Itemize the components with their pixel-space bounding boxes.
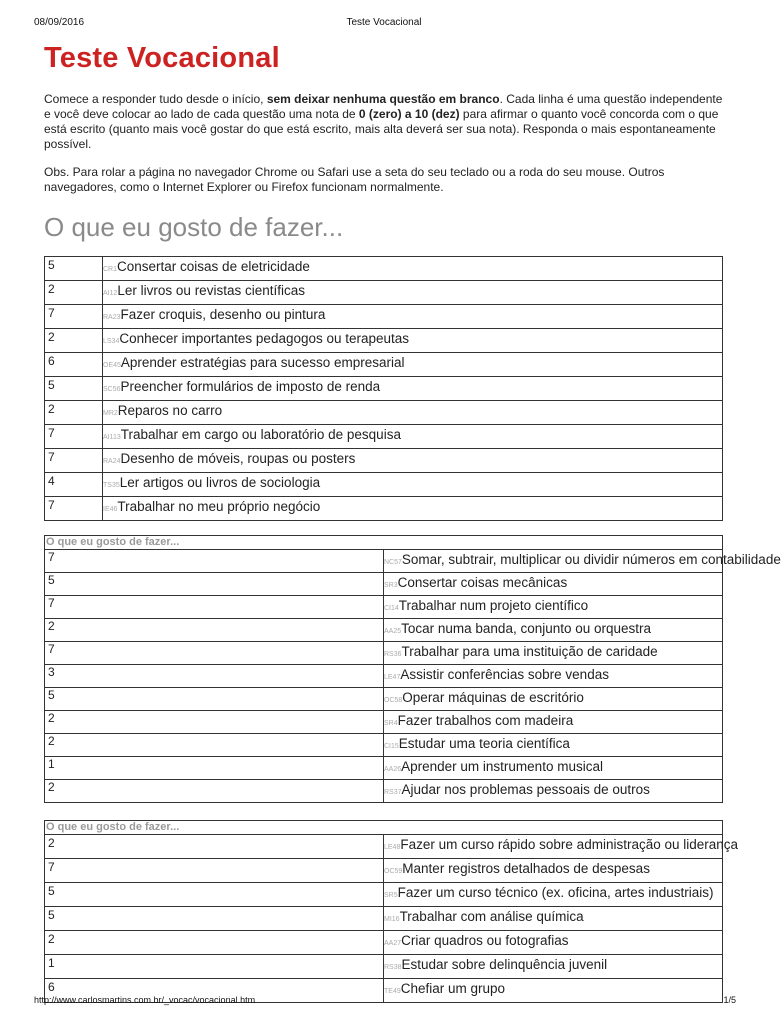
score-input[interactable]: 7	[45, 859, 384, 883]
question-code: LE47	[384, 674, 401, 681]
question-code: MI16	[384, 916, 400, 923]
question-cell	[384, 979, 723, 1003]
table-caption: O que eu gosto de fazer...	[45, 821, 723, 835]
table-caption-row	[45, 821, 723, 835]
question-row	[45, 329, 723, 353]
question-text: Consertar coisas de eletricidade	[117, 259, 310, 274]
question-cell	[103, 473, 723, 497]
question-text: Fazer um curso rápido sobre administração ou liderança	[400, 837, 739, 852]
question-row	[45, 377, 723, 401]
question-text: Trabalhar para uma instituição de caridade	[401, 644, 658, 659]
question-cell	[103, 305, 723, 329]
question-code: TS35	[103, 482, 120, 489]
question-code: LE48	[384, 844, 401, 851]
question-cell	[384, 573, 723, 596]
question-code: RA24	[103, 458, 121, 465]
score-input[interactable]: 2	[45, 835, 384, 859]
question-cell	[103, 377, 723, 401]
question-text: Trabalhar em cargo ou laboratório de pesquisa	[120, 427, 401, 442]
question-text: Manter registros detalhados de despesas	[402, 861, 650, 876]
question-cell	[384, 757, 723, 780]
question-code: AI12	[103, 290, 118, 297]
question-row	[45, 734, 723, 757]
question-code: AA25	[384, 628, 402, 635]
question-cell	[103, 281, 723, 305]
question-code: OC59	[384, 868, 403, 875]
question-row	[45, 619, 723, 642]
question-cell	[103, 401, 723, 425]
question-cell	[384, 883, 723, 907]
question-text: Estudar sobre delinquência juvenil	[401, 957, 608, 972]
score-input[interactable]: 6	[45, 979, 384, 1003]
score-input[interactable]: 2	[45, 401, 103, 425]
score-input[interactable]: 7	[45, 642, 384, 665]
score-input[interactable]: 5	[45, 688, 384, 711]
question-row	[45, 573, 723, 596]
question-cell	[384, 550, 781, 573]
question-text: Estudar uma teoria científica	[398, 736, 570, 751]
score-input[interactable]: 7	[45, 425, 103, 449]
score-input[interactable]: 4	[45, 473, 103, 497]
section-title: O que eu gosto de fazer...	[44, 212, 344, 242]
question-code: SC56	[103, 386, 121, 393]
question-row	[45, 550, 723, 573]
table-caption: O que eu gosto de fazer...	[45, 536, 723, 550]
question-text: Trabalhar no meu próprio negócio	[117, 499, 321, 514]
question-table-1	[44, 256, 723, 521]
score-input[interactable]: 5	[45, 377, 103, 401]
question-cell	[384, 619, 723, 642]
score-input[interactable]: 7	[45, 497, 103, 521]
question-text: Fazer um curso técnico (ex. oficina, artes industriais)	[397, 885, 714, 900]
question-text: Criar quadros ou fotografias	[401, 933, 569, 948]
table-caption-row	[45, 536, 723, 550]
question-code: CI14	[384, 605, 399, 612]
question-cell	[384, 780, 723, 803]
score-input[interactable]: 2	[45, 329, 103, 353]
instructions-text-1: Comece a responder tudo desde o início,	[44, 92, 267, 106]
question-cell	[384, 711, 723, 734]
question-row	[45, 883, 723, 907]
question-cell	[103, 353, 723, 377]
score-input[interactable]: 7	[45, 449, 103, 473]
question-row	[45, 642, 723, 665]
question-text: Preencher formulários de imposto de renda	[120, 379, 381, 394]
question-text: Reparos no carro	[117, 403, 223, 418]
score-input[interactable]: 5	[45, 883, 384, 907]
question-row	[45, 425, 723, 449]
question-code: AA27	[384, 940, 402, 947]
question-code: CR1	[103, 266, 118, 273]
question-row	[45, 353, 723, 377]
question-code: TE49	[384, 988, 401, 995]
instructions-bold-1: sem deixar nenhuma questão em branco	[266, 92, 500, 106]
question-row	[45, 596, 723, 619]
question-cell	[103, 497, 723, 521]
observation-paragraph: Obs. Para rolar a página no navegador Chrome ou Safari use a seta do seu teclado ou a roda do seu mouse. Outros navegadores, como o Internet Explorer ou Firefox funcionam normalmente.	[44, 165, 665, 194]
question-code: OC58	[384, 697, 403, 704]
score-input[interactable]: 2	[45, 734, 384, 757]
score-input[interactable]: 2	[45, 619, 384, 642]
question-row	[45, 449, 723, 473]
question-text: Chefiar um grupo	[400, 981, 506, 996]
question-row	[45, 281, 723, 305]
print-url: http://www.carlosmartins.com.br/_vocac/vocacional.htm	[34, 995, 256, 1005]
question-text: Operar máquinas de escritório	[402, 690, 584, 705]
question-code: RS37	[384, 789, 402, 796]
question-cell	[384, 665, 723, 688]
instructions-paragraph	[44, 92, 726, 152]
question-code: MR2	[103, 410, 118, 417]
score-input[interactable]: 3	[45, 665, 384, 688]
question-cell	[384, 931, 723, 955]
question-row	[45, 665, 723, 688]
question-row	[45, 401, 723, 425]
question-code: OE45	[103, 362, 121, 369]
question-cell	[384, 642, 723, 665]
question-text: Ler artigos ou livros de sociologia	[119, 475, 321, 490]
question-code: AA26	[384, 766, 402, 773]
question-table-2	[44, 535, 781, 803]
question-text: Trabalhar com análise química	[399, 909, 584, 924]
score-input[interactable]: 7	[45, 550, 384, 573]
question-code: IE46	[103, 506, 118, 513]
question-text: Conhecer importantes pedagogos ou terapeutas	[119, 331, 410, 346]
question-code: CI15	[384, 743, 399, 750]
question-code: RS38	[384, 964, 402, 971]
question-text: Fazer croquis, desenho ou pintura	[120, 307, 326, 322]
question-code: SR5	[384, 892, 398, 899]
question-row	[45, 955, 723, 979]
question-row	[45, 859, 723, 883]
score-input[interactable]: 7	[45, 596, 384, 619]
question-text: Trabalhar num projeto científico	[398, 598, 589, 613]
question-code: RS36	[384, 651, 402, 658]
instructions-text-2: . Cada linha é uma questão independente e você deve colocar ao lado de cada questão uma nota de	[44, 92, 723, 121]
question-row	[45, 473, 723, 497]
question-code: SR3	[384, 582, 398, 589]
question-row	[45, 711, 723, 734]
question-row	[45, 931, 723, 955]
question-text: Desenho de móveis, roupas ou posters	[120, 451, 356, 466]
question-row	[45, 305, 723, 329]
instructions-text-3: para afirmar o quanto você concorda com o que está escrito (quanto mais você gostar do que está escrito, mais alta deverá ser sua nota). Responda o mais espontaneamente possível.	[44, 107, 719, 151]
question-code: SR4	[384, 720, 398, 727]
score-input[interactable]: 1	[45, 757, 384, 780]
question-cell	[384, 596, 723, 619]
score-input[interactable]: 6	[45, 353, 103, 377]
question-cell	[384, 688, 723, 711]
question-row	[45, 757, 723, 780]
question-text: Ler livros ou revistas científicas	[117, 283, 305, 298]
question-text: Somar, subtrair, multiplicar ou dividir números em contabilidade	[401, 552, 781, 567]
instructions-bold-2: 0 (zero) a 10 (dez)	[358, 107, 460, 121]
question-text: Assistir conferências sobre vendas	[400, 667, 609, 682]
question-code: AI113	[103, 434, 121, 441]
question-cell	[384, 734, 723, 757]
print-page-title: Teste Vocacional	[346, 17, 422, 28]
score-input[interactable]: 5	[45, 907, 384, 931]
question-code: RA23	[103, 314, 121, 321]
question-text: Consertar coisas mecânicas	[397, 575, 568, 590]
question-text: Tocar numa banda, conjunto ou orquestra	[401, 621, 652, 636]
score-input[interactable]: 2	[45, 281, 103, 305]
score-input[interactable]: 2	[45, 931, 384, 955]
question-text: Fazer trabalhos com madeira	[397, 713, 574, 728]
question-cell	[103, 257, 723, 281]
question-cell	[384, 835, 739, 859]
question-cell	[103, 425, 723, 449]
question-row	[45, 257, 723, 281]
question-row	[45, 835, 723, 859]
question-row	[45, 780, 723, 803]
score-input[interactable]: 5	[45, 257, 103, 281]
question-cell	[384, 955, 723, 979]
question-text: Aprender um instrumento musical	[401, 759, 603, 774]
question-text: Ajudar nos problemas pessoais de outros	[401, 782, 650, 797]
question-cell	[384, 859, 723, 883]
question-code: LS34	[103, 338, 120, 345]
question-text: Aprender estratégias para sucesso empresarial	[120, 355, 405, 370]
question-code: NC57	[384, 559, 402, 566]
page-title: Teste Vocacional	[44, 42, 280, 74]
question-cell	[384, 907, 723, 931]
score-input[interactable]: 1	[45, 955, 384, 979]
score-input[interactable]: 2	[45, 711, 384, 734]
score-input[interactable]: 5	[45, 573, 384, 596]
question-row	[45, 497, 723, 521]
score-input[interactable]: 7	[45, 305, 103, 329]
print-page-number: 1/5	[723, 995, 736, 1005]
print-date: 08/09/2016	[34, 17, 85, 28]
question-cell	[103, 449, 723, 473]
question-cell	[103, 329, 723, 353]
score-input[interactable]: 2	[45, 780, 384, 803]
question-row	[45, 907, 723, 931]
question-row	[45, 688, 723, 711]
